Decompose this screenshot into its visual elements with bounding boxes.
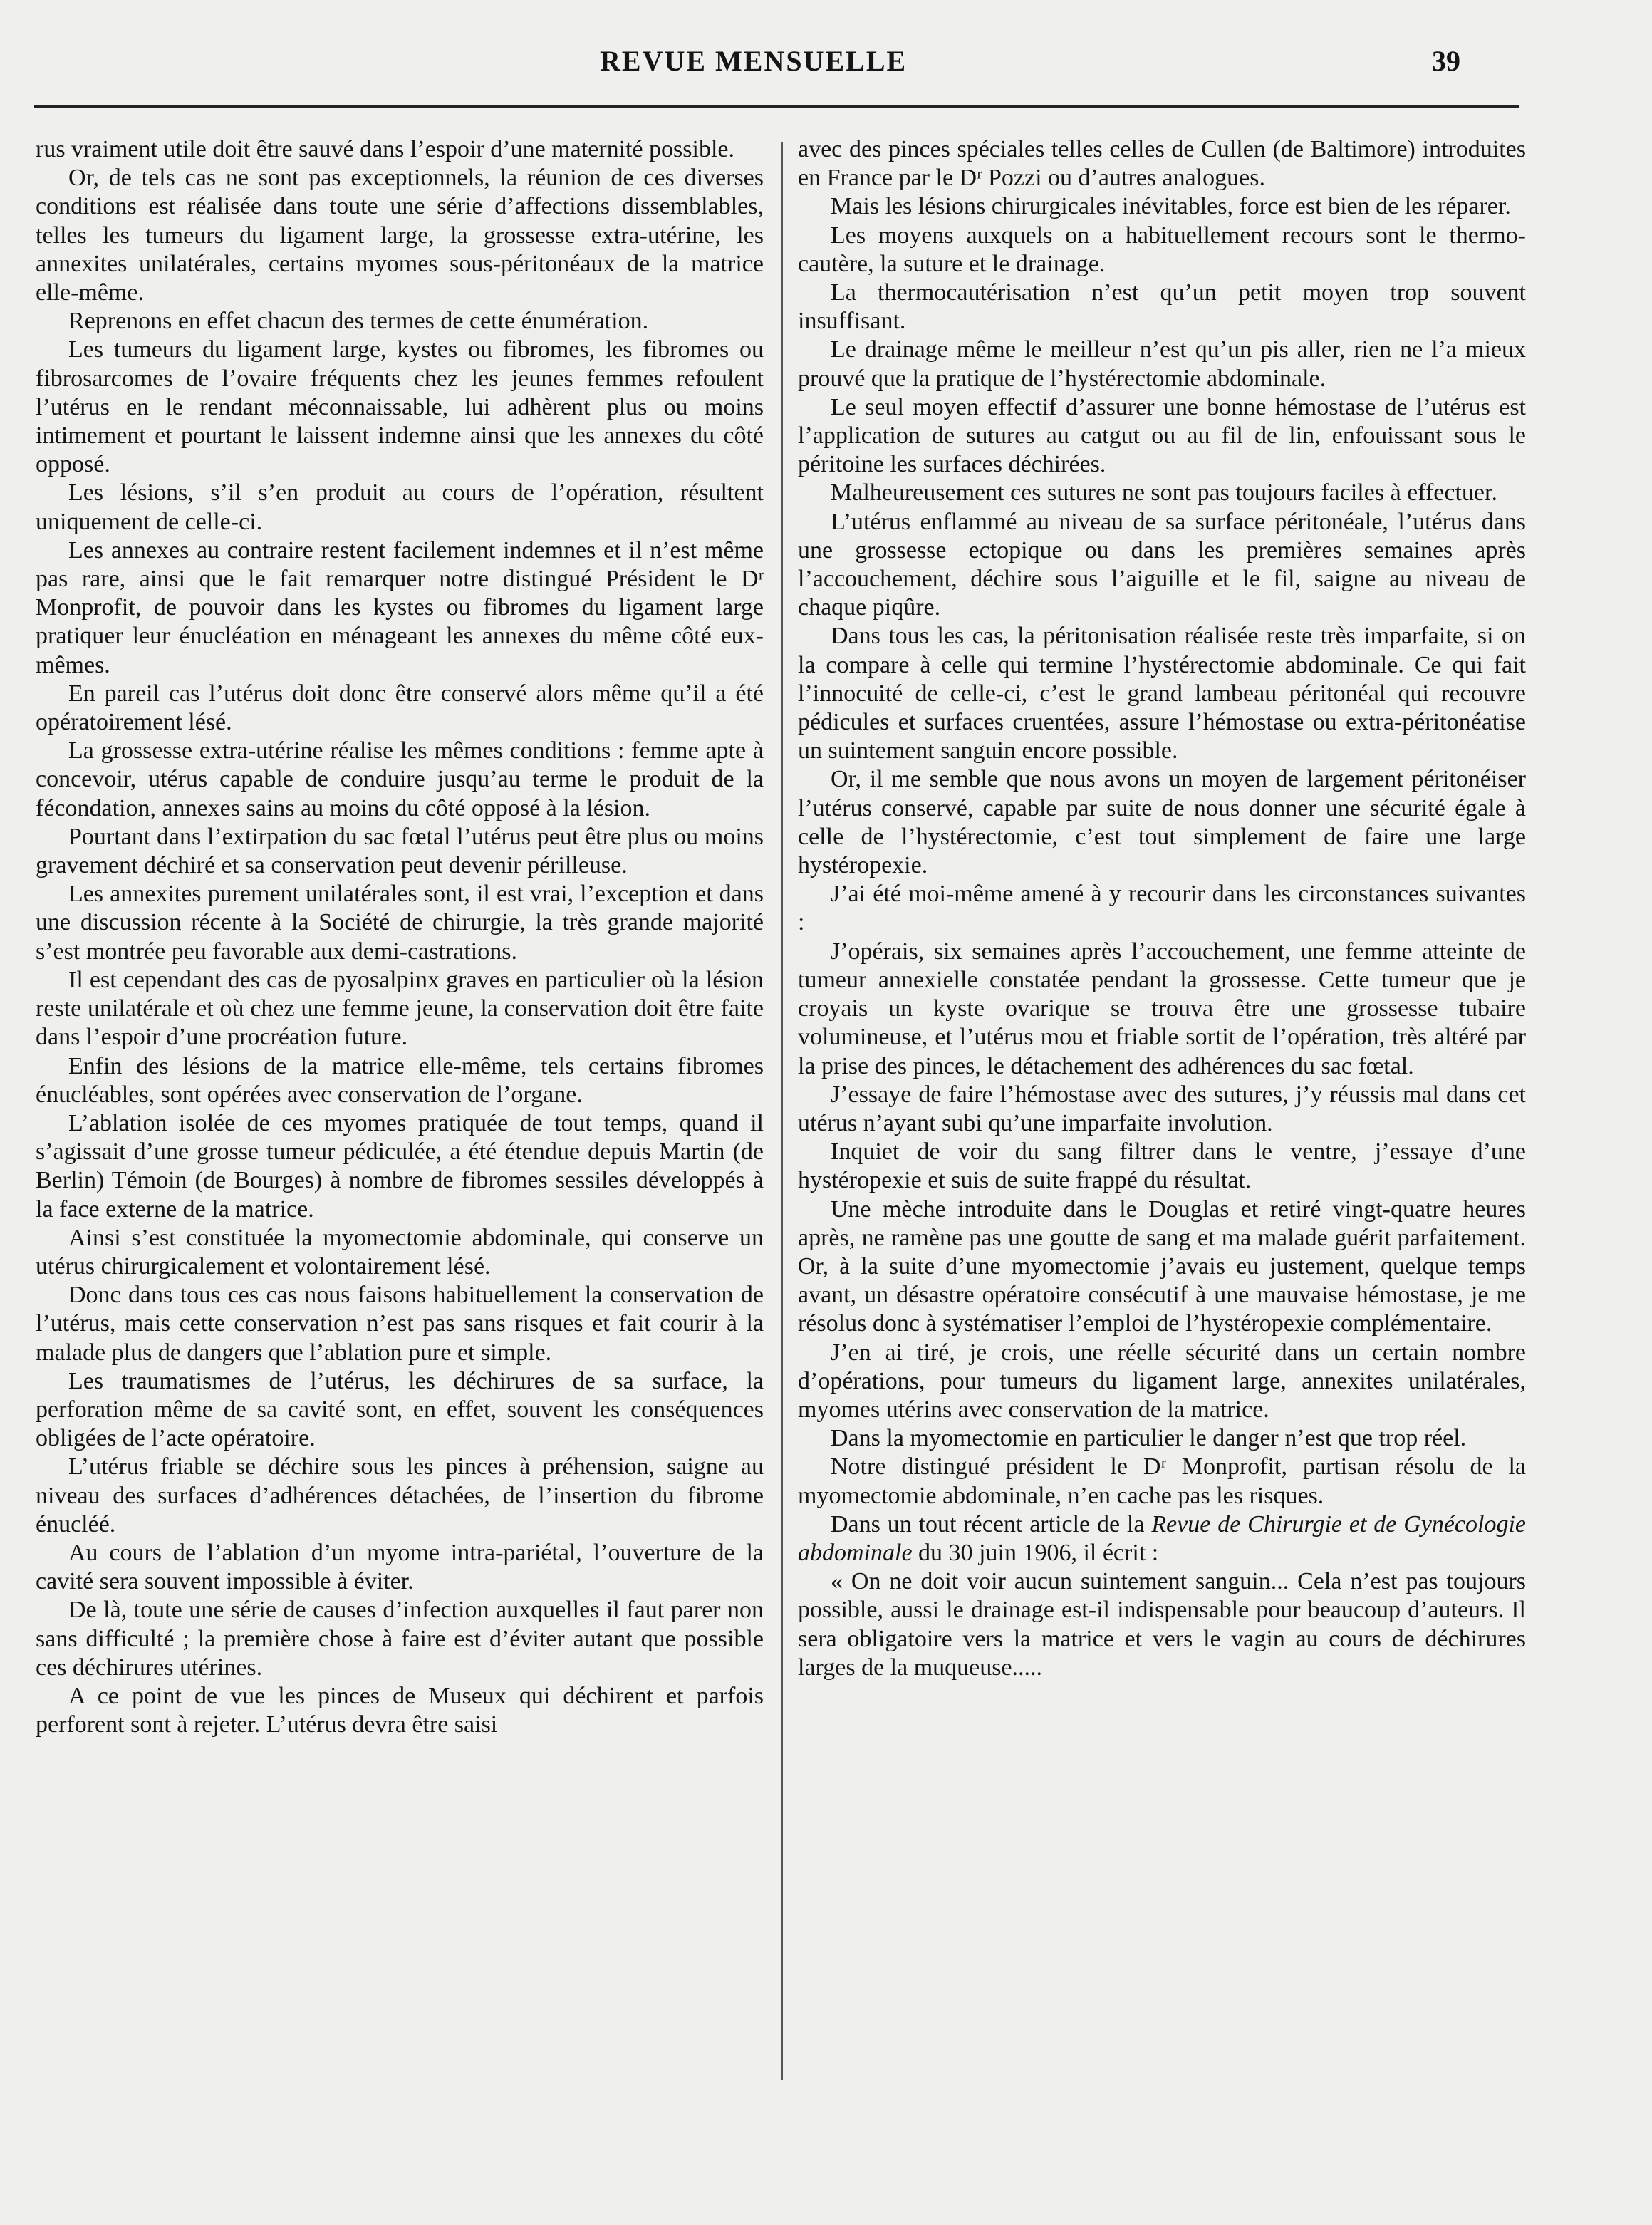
paragraph: La thermocautérisation n’est qu’un petit moyen trop souvent insuffisant. [798, 279, 1526, 335]
paragraph: De là, toute une série de causes d’infection auxquelles il faut parer non sans difficulté ; la première chose à faire est d’éviter autant que possible ces déchirures utérines. [36, 1597, 764, 1681]
citation-tail: du 30 juin 1906, il écrit : [912, 1539, 1159, 1566]
paragraph: Le drainage même le meilleur n’est qu’un pis aller, rien ne l’a mieux prouvé que la pratique de l’hystérectomie abdominale. [798, 336, 1526, 392]
paragraph: Les annexites purement unilatérales sont, il est vrai, l’exception et dans une discussion récente à la Société de chirurgie, la très grande majorité s’est montrée peu favorable aux demi-castrations. [36, 881, 764, 965]
quotation: « On ne doit voir aucun suintement sanguin... Cela n’est pas toujours possible, aussi le drainage est-il indispensable pour beaucoup d’auteurs. Il sera obligatoire vers la matrice et vers le vagin au cours de déchirures larges de la muqueuse..... [798, 1568, 1526, 1681]
paragraph: Le seul moyen effectif d’assurer une bonne hémostase de l’utérus est l’application de sutures au catgut ou au fil de lin, enfouissant sous le péritoine les surfaces déchirées. [798, 393, 1526, 478]
paragraph: Or, de tels cas ne sont pas exceptionnels, la réunion de ces diverses conditions est réalisée dans toute une série d’affections dissemblables, telles les tumeurs du ligament large, la grossesse extra-utérine, les annexites unilatérales, certains myomes sous-péritonéaux de la matrice elle-même. [36, 165, 764, 306]
paragraph: A ce point de vue les pinces de Museux qui déchirent et parfois perforent sont à rejeter. L’utérus devra être saisi [36, 1682, 764, 1738]
running-title: REVUE MENSUELLE [600, 45, 908, 77]
paragraph: J’essaye de faire l’hémostase avec des sutures, j’y réussis mal dans cet utérus n’ayant subi qu’une imparfaite involution. [798, 1081, 1526, 1136]
paragraph: Au cours de l’ablation d’un myome intra-pariétal, l’ouverture de la cavité sera souvent impossible à éviter. [36, 1539, 764, 1595]
page-number: 39 [1432, 45, 1460, 77]
paragraph: Dans la myomectomie en particulier le danger n’est que trop réel. [831, 1425, 1467, 1452]
paragraph: La grossesse extra-utérine réalise les mêmes conditions : femme apte à concevoir, utérus capable de conduire jusqu’au terme le produit de la fécondation, annexes sains au moins du côté opposé à la lésion. [36, 737, 764, 821]
paragraph: J’en ai tiré, je crois, une réelle sécurité dans un certain nombre d’opérations, pour tumeurs du ligament large, annexites unilatérales, myomes utérins avec conservation de la matrice. [798, 1339, 1526, 1423]
paragraph: Les moyens auxquels on a habituellement recours sont le thermo-cautère, la suture et le drainage. [798, 222, 1526, 277]
right-column [798, 135, 1526, 1682]
paragraph: Il est cependant des cas de pyosalpinx graves en particulier où la lésion reste unilatérale et où chez une femme jeune, la conservation doit être faite dans l’espoir d’une procréation future. [36, 966, 764, 1051]
paragraph: Les lésions, s’il s’en produit au cours de l’opération, résultent uniquement de celle-ci. [36, 479, 764, 535]
paragraph: Inquiet de voir du sang filtrer dans le ventre, j’essaye d’une hystéropexie et suis de suite frappé du résultat. [798, 1139, 1526, 1194]
journal-title: Revue de Chirurgie et de Gynécologie abdominale [798, 1510, 1527, 1566]
running-header [0, 44, 1652, 87]
paragraph: Or, il me semble que nous avons un moyen de largement péritonéiser l’utérus conservé, capable par suite de nous donner une sécurité égale à celle de l’hystérectomie, c’est tout simplement de faire une large hystéropexie. [798, 766, 1526, 879]
paragraph: Mais les lésions chirurgicales inévitables, force est bien de les réparer. [831, 193, 1511, 220]
paragraph: L’utérus friable se déchire sous les pinces à préhension, saigne au niveau des surfaces d’adhérences détachées, de l’insertion du fibrome énucléé. [36, 1453, 764, 1537]
paragraph: Reprenons en effet chacun des termes de cette énumération. [68, 308, 649, 335]
paragraph: Les annexes au contraire restent facilement indemnes et il n’est même pas rare, ainsi que le fait remarquer notre distingué Président le Dʳ Monprofit, de pouvoir dans les kystes ou fibromes du ligament large pratiquer leur énucléation en ménageant les annexes du même côté eux-mêmes. [36, 536, 764, 678]
citation-paragraph [798, 1510, 1526, 1567]
paragraph: Les traumatismes de l’utérus, les déchirures de sa surface, la perforation même de sa cavité sont, en effet, souvent les conséquences obligées de l’acte opératoire. [36, 1367, 764, 1452]
paragraph: L’utérus enflammé au niveau de sa surface péritonéale, l’utérus dans une grossesse ectopique ou dans les premières semaines après l’accouchement, déchire sous l’aiguille et le fil, saigne au niveau de chaque piqûre. [798, 508, 1526, 621]
paragraph: J’ai été moi-même amené à y recourir dans les circonstances suivantes : [798, 881, 1526, 936]
paragraph: avec des pinces spéciales telles celles de Cullen (de Baltimore) introduites en France par le Dʳ Pozzi ou d’autres analogues. [798, 136, 1526, 192]
citation-lead: Dans un tout récent article de la [831, 1510, 1152, 1537]
left-column [36, 135, 764, 1739]
paragraph: Une mèche introduite dans le Douglas et retiré vingt-quatre heures après, ne ramène pas une goutte de sang et ma malade guérit parfaitement. Or, à la suite d’une myomectomie j’avais eu justement, quelque temps avant, un désastre opératoire consécutif à une mauvaise hémostase, je me résolus donc à systématiser l’emploi de l’hystéropexie complémentaire. [798, 1196, 1526, 1337]
paragraph: Ainsi s’est constituée la myomectomie abdominale, qui conserve un utérus chirurgicalement et volontairement lésé. [36, 1224, 764, 1280]
paragraph: Les tumeurs du ligament large, kystes ou fibromes, les fibromes ou fibrosarcomes de l’ovaire fréquents chez les jeunes femmes refoulent l’utérus en le rendant méconnaissable, lui adhèrent plus ou moins intimement et pourtant le laissent indemne ainsi que les annexes du côté opposé. [36, 336, 764, 478]
paragraph: Donc dans tous ces cas nous faisons habituellement la conservation de l’utérus, mais cette conservation n’est pas sans risques et fait courir à la malade plus de dangers que l’ablation pure et simple. [36, 1282, 764, 1366]
paragraph: Malheureusement ces sutures ne sont pas toujours faciles à effectuer. [831, 479, 1497, 507]
header-rule [34, 105, 1519, 108]
paragraph: Notre distingué président le Dʳ Monprofit, partisan résolu de la myomectomie abdominale, n’en cache pas les risques. [798, 1453, 1526, 1509]
paragraph: rus vraiment utile doit être sauvé dans l’espoir d’une maternité possible. [36, 136, 735, 162]
paragraph: L’ablation isolée de ces myomes pratiquée de tout temps, quand il s’agissait d’une grosse tumeur pédiculée, a été étendue depuis Martin (de Berlin) Témoin (de Bourges) à nombre de fibromes sessiles développés à la face externe de la matrice. [36, 1109, 764, 1223]
paragraph: En pareil cas l’utérus doit donc être conservé alors même qu’il a été opératoirement lésé. [36, 680, 764, 736]
paragraph: Enfin des lésions de la matrice elle-même, tels certains fibromes énucléables, sont opérées avec conservation de l’organe. [36, 1052, 764, 1108]
paragraph: Dans tous les cas, la péritonisation réalisée reste très imparfaite, si on la compare à celle qui termine l’hystérectomie abdominale. Ce qui fait l’innocuité de celle-ci, c’est le grand lambeau péritonéal qui recouvre pédicules et surfaces cruentées, assure l’hémostase ou extra-péritonéatise un suintement sanguin encore possible. [798, 623, 1526, 764]
paragraph: J’opérais, six semaines après l’accouchement, une femme atteinte de tumeur annexielle constatée pendant la grossesse. Cette tumeur que je croyais un kyste ovarique se trouva être une grossesse tubaire volumineuse, et l’utérus mou et friable sortit de l’opération, très altéré par la prise des pinces, le détachement des adhérences du sac fœtal. [798, 938, 1526, 1079]
paragraph: Pourtant dans l’extirpation du sac fœtal l’utérus peut être plus ou moins gravement déchiré et sa conservation peut devenir périlleuse. [36, 823, 764, 879]
column-divider [781, 142, 783, 2080]
